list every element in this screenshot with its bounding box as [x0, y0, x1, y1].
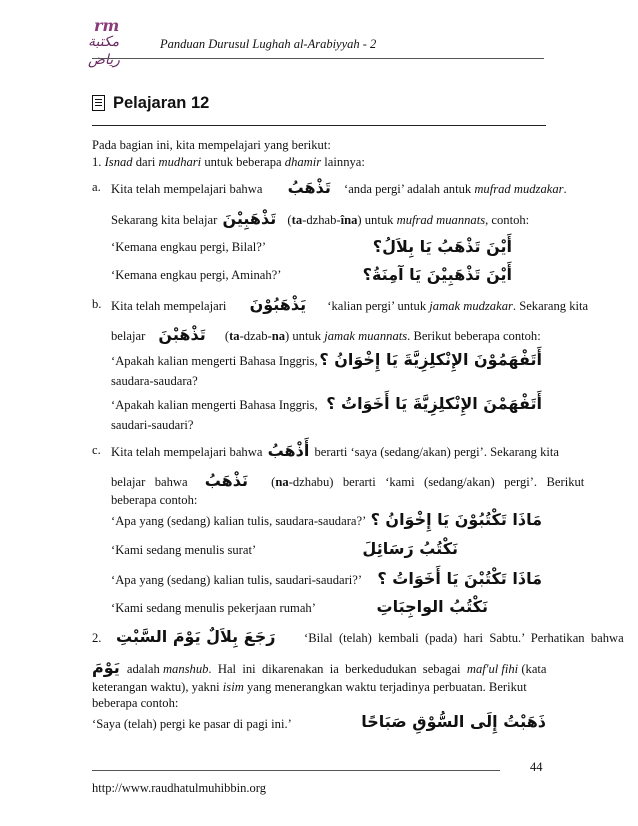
example-arabic: أَيْنَ تَذْهَبِيْنَ يَا آمِنَةُ؟ [362, 265, 512, 284]
text: , contoh: [485, 213, 530, 227]
bold-term: na [275, 475, 289, 489]
text: Kita telah mempelajari bahwa [111, 445, 263, 459]
text: dari [132, 155, 159, 169]
text: . Sekarang kita [512, 299, 589, 313]
example-indonesian: ‘Kemana engkau pergi, Bilal?’ [111, 240, 267, 254]
bold-term: îna [340, 213, 358, 227]
text: adalah [123, 662, 163, 676]
bold-term: ta [229, 329, 240, 343]
example-arabic: مَاذَا تَكْتُبُوْنَ يَا إِخْوَانُ ؟ [370, 510, 542, 529]
text: . Hal ini dikarenakan ia berkedudukan sebagai [208, 662, 467, 676]
item-2-number: 2. [92, 631, 102, 645]
item-2-line-1: ‘Bilal (telah) kembali (pada) hari Sabtu.’ Perhatikan bahwa [304, 631, 624, 645]
text: Kita telah mempelajari bahwa [111, 182, 263, 196]
text: lainnya: [321, 155, 365, 169]
arabic-word: تَذْهَبُ [287, 178, 331, 197]
section-b-label: b. [92, 297, 102, 311]
example-arabic: أَتَفْهَمْنَ الإِنْكلِزِيَّةَ يَا أَخَوَاتُ ؟ [326, 394, 542, 413]
text: (kata [518, 662, 547, 676]
header-logo [88, 16, 132, 68]
example-arabic: نَكْتُبُ رَسَائِلَ [362, 539, 458, 558]
item-number: 1. [92, 155, 102, 169]
section-c-line-1 [111, 441, 559, 461]
arabic-sentence: رَجَعَ بِلاَلٌ يَوْمَ السَّبْتِ [116, 627, 276, 646]
arabic-word: نَذْهَبُ [204, 471, 249, 490]
arabic-word: يَوْمَ [92, 658, 120, 677]
lesson-title-text: Pelajaran 12 [113, 94, 210, 112]
item-2-line-3 [92, 680, 527, 696]
logo-arabic: مكتبة رياض [88, 34, 120, 68]
term: mufrad mudzakar [474, 182, 564, 196]
example-arabic: ذَهَبْتُ إِلَى السُّوْقِ صَبَاحًا [361, 712, 546, 731]
example-indonesian: ‘Kemana engkau pergi, Aminah?’ [111, 268, 282, 282]
example-indonesian: ‘Apa yang (sedang) kalian tulis, saudara-saudara?’ [111, 514, 367, 528]
example-indonesian: saudara-saudara? [111, 374, 198, 388]
example-indonesian: ‘Kami sedang menulis pekerjaan rumah’ [111, 601, 316, 615]
term: jamak mudzakar [429, 299, 513, 313]
text: ) untuk [357, 213, 397, 227]
logo-latin: rm [94, 16, 120, 35]
intro-item-1 [92, 155, 365, 171]
example-indonesian: ‘Apakah kalian mengerti Bahasa Inggris, [111, 354, 318, 368]
text: ‘kalian pergi’ untuk [327, 299, 430, 313]
example-indonesian: ‘Kami sedang menulis surat’ [111, 543, 257, 557]
text: berarti ‘saya (sedang/akan) pergi’. Sekarang kita [314, 445, 560, 459]
term: dhamir [284, 155, 322, 169]
header-title: Panduan Durusul Lughah al-Arabiyyah - 2 [160, 37, 377, 51]
term: manshub [162, 662, 209, 676]
arabic-word: تَذْهَبْنَ [158, 325, 206, 344]
example-indonesian: ‘Apakah kalian mengerti Bahasa Inggris, [111, 398, 318, 412]
text: untuk beberapa [201, 155, 285, 169]
example-indonesian: ‘Saya (telah) pergi ke pasar di pagi ini.’ [92, 717, 292, 731]
text: keterangan waktu), yakni [92, 680, 223, 694]
section-c-line-2 [111, 471, 584, 491]
item-2-line-4: beberapa contoh: [92, 696, 179, 710]
example-arabic: نَكْتُبُ الواجِبَاتِ [376, 597, 488, 616]
text: ) untuk [285, 329, 325, 343]
lesson-title [92, 93, 209, 114]
text: -dzhab- [302, 213, 341, 227]
text: ( [271, 475, 276, 489]
term: jamak muannats [324, 329, 408, 343]
text: belajar [111, 329, 146, 343]
text: ( [287, 213, 292, 227]
term: mudhari [158, 155, 202, 169]
text: ‘anda pergi’ adalah antuk [344, 182, 475, 196]
section-c-label: c. [92, 443, 101, 457]
section-a-line-1 [111, 178, 567, 198]
bold-term: ta [291, 213, 303, 227]
text: . [563, 182, 567, 196]
example-arabic: أَتَفْهَمُوْنَ الإِنْكلِزِيَّةَ يَا إِخْوَانُ ؟ [319, 350, 542, 369]
footer-url[interactable]: http://www.raudhatulmuhibbin.org [92, 781, 266, 795]
text: ( [224, 329, 230, 343]
header-divider [92, 58, 544, 59]
section-a-line-2 [111, 209, 529, 229]
text: . Berikut beberapa contoh: [407, 329, 541, 343]
term: mufrad muannats [396, 213, 486, 227]
term: Isnad [104, 155, 133, 169]
arabic-word: تَذْهَبِيْنَ [222, 209, 277, 228]
section-b-line-2 [111, 325, 541, 345]
lesson-divider [92, 125, 546, 126]
section-c-line-3: beberapa contoh: [111, 493, 198, 507]
footer-divider [92, 770, 500, 771]
text: Sekarang kita belajar [111, 213, 218, 227]
arabic-word: يَذْهَبُوْنَ [249, 295, 307, 314]
bold-term: na [271, 329, 286, 343]
arabic-word: أَذْهَبُ [267, 441, 310, 460]
intro-text: Pada bagian ini, kita mempelajari yang berikut: [92, 138, 331, 152]
text: Kita telah mempelajari [111, 299, 227, 313]
document-icon [92, 95, 105, 111]
example-indonesian: saudari-saudari? [111, 418, 194, 432]
text: -dzab- [239, 329, 272, 343]
text: yang menerangkan waktu terjadinya perbuatan. Berikut [243, 680, 527, 694]
term: isim [222, 680, 244, 694]
example-arabic: مَاذَا تَكْتُبْنَ يَا أَخَوَاتُ ؟ [377, 569, 542, 588]
example-indonesian: ‘Apa yang (sedang) kalian tulis, saudari-saudari?’ [111, 573, 363, 587]
section-a-label: a. [92, 180, 101, 194]
text: -dzhabu) berarti ‘kami (sedang/akan) pergi’. Berikut [288, 475, 585, 489]
term: maf'ul fihi [466, 662, 519, 676]
text: belajar bahwa [111, 475, 188, 489]
section-b-line-1 [111, 295, 588, 315]
page-number: 44 [530, 760, 543, 774]
example-arabic: أَيْنَ تَذْهَبُ يَا بِلاَلُ؟ [372, 237, 512, 256]
item-2-line-2 [92, 658, 547, 678]
